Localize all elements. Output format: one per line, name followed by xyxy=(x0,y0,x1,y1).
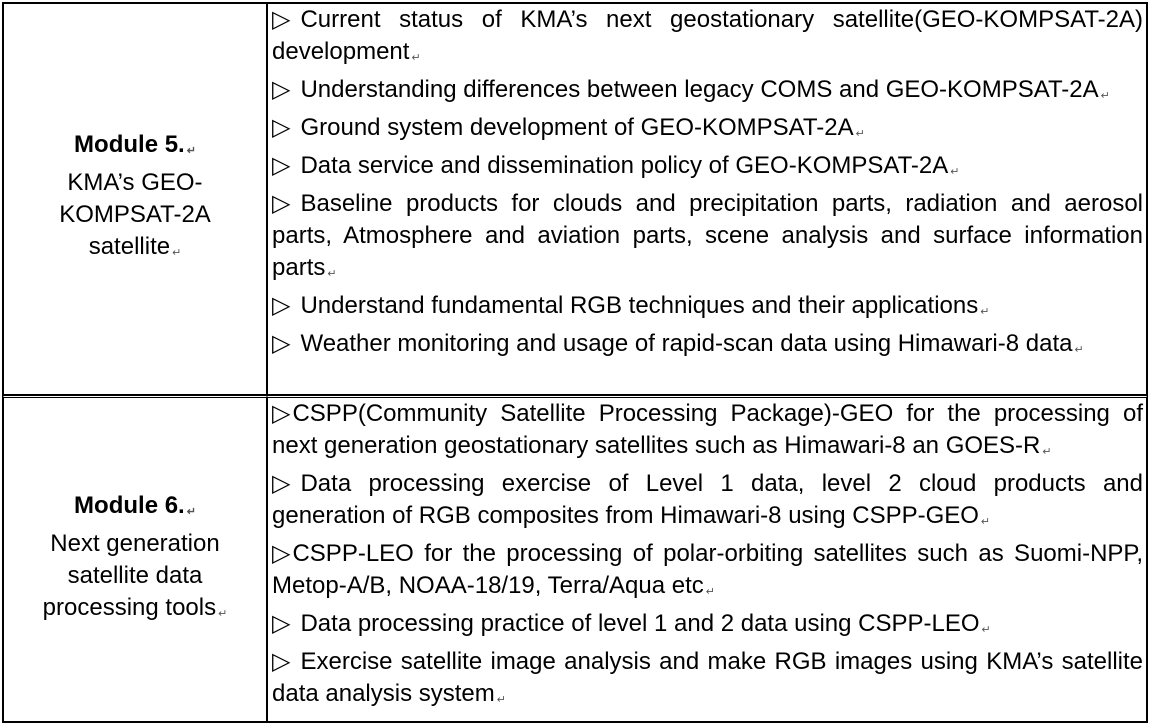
module-row xyxy=(3,3,1147,395)
module-bullet-item: ▷ Understanding differences between legacy COMS and GEO-KOMPSAT-2A ↵ xyxy=(272,74,1143,112)
triangle-bullet-icon: ▷ xyxy=(272,470,291,497)
module-bullet-item: ▷CSPP(Community Satellite Processing Package)-GEO for the processing of next generation geostationary satellites such as Himawari-8 an GOES-R ↵ xyxy=(272,400,1143,459)
triangle-bullet-icon: ▷ xyxy=(272,400,291,427)
module-bullet-item: ▷ Current status of KMA’s next geostationary satellite(GEO-KOMPSAT-2A) development ↵ xyxy=(272,6,1143,65)
module-description: KMA’s GEO- KOMPSAT-2A satellite ↵ xyxy=(59,169,211,260)
triangle-bullet-icon: ▷ xyxy=(272,76,291,103)
module-bullet-item: ▷ Understand fundamental RGB techniques and their applications ↵ xyxy=(272,290,1143,328)
triangle-bullet-icon: ▷ xyxy=(272,6,291,33)
module-bullet-item: ▷ Weather monitoring and usage of rapid-scan data using Himawari-8 data ↵ xyxy=(272,328,1143,366)
module-content-cell xyxy=(267,3,1147,395)
module-bullet-item: ▷ Data processing exercise of Level 1 data, level 2 cloud products and generation of RGB composites from Himawari-8 using CSPP-GEO ↵ xyxy=(272,470,1143,529)
module-label-cell xyxy=(3,3,267,395)
module-bullet-item: ▷ Exercise satellite image analysis and make RGB images using KMA’s satellite data analysis system ↵ xyxy=(272,648,1143,707)
triangle-bullet-icon: ▷ xyxy=(272,114,291,141)
module-title: Module 5. ↵ xyxy=(74,131,196,158)
triangle-bullet-icon: ▷ xyxy=(272,190,291,217)
triangle-bullet-icon: ▷ xyxy=(272,330,291,357)
module-label-cell xyxy=(3,395,267,722)
module-bullet-item: ▷CSPP-LEO for the processing of polar-orbiting satellites such as Suomi-NPP, Metop-A/B, NOAA-18/19, Terra/Aqua etc ↵ xyxy=(272,540,1143,599)
triangle-bullet-icon: ▷ xyxy=(272,540,291,567)
module-bullet-item: ▷ Data processing practice of level 1 and 2 data using CSPP-LEO ↵ xyxy=(272,608,1143,646)
module-row xyxy=(3,395,1147,722)
module-bullet-item: ▷ Data service and dissemination policy of GEO-KOMPSAT-2A ↵ xyxy=(272,150,1143,188)
triangle-bullet-icon: ▷ xyxy=(272,648,291,675)
triangle-bullet-icon: ▷ xyxy=(272,610,291,637)
module-bullet-item: ▷ Baseline products for clouds and precipitation parts, radiation and aerosol parts, Atmosphere and aviation parts, scene analysis and surface information parts ↵ xyxy=(272,190,1143,281)
module-bullet-item: ▷ Ground system development of GEO-KOMPSAT-2A ↵ xyxy=(272,112,1143,150)
curriculum-table xyxy=(2,2,1148,723)
module-title: Module 6. ↵ xyxy=(74,491,196,519)
module-description: Next generation satellite data processing tools ↵ xyxy=(42,529,228,621)
triangle-bullet-icon: ▷ xyxy=(272,152,291,179)
triangle-bullet-icon: ▷ xyxy=(272,292,291,319)
module-content-cell xyxy=(267,395,1147,722)
